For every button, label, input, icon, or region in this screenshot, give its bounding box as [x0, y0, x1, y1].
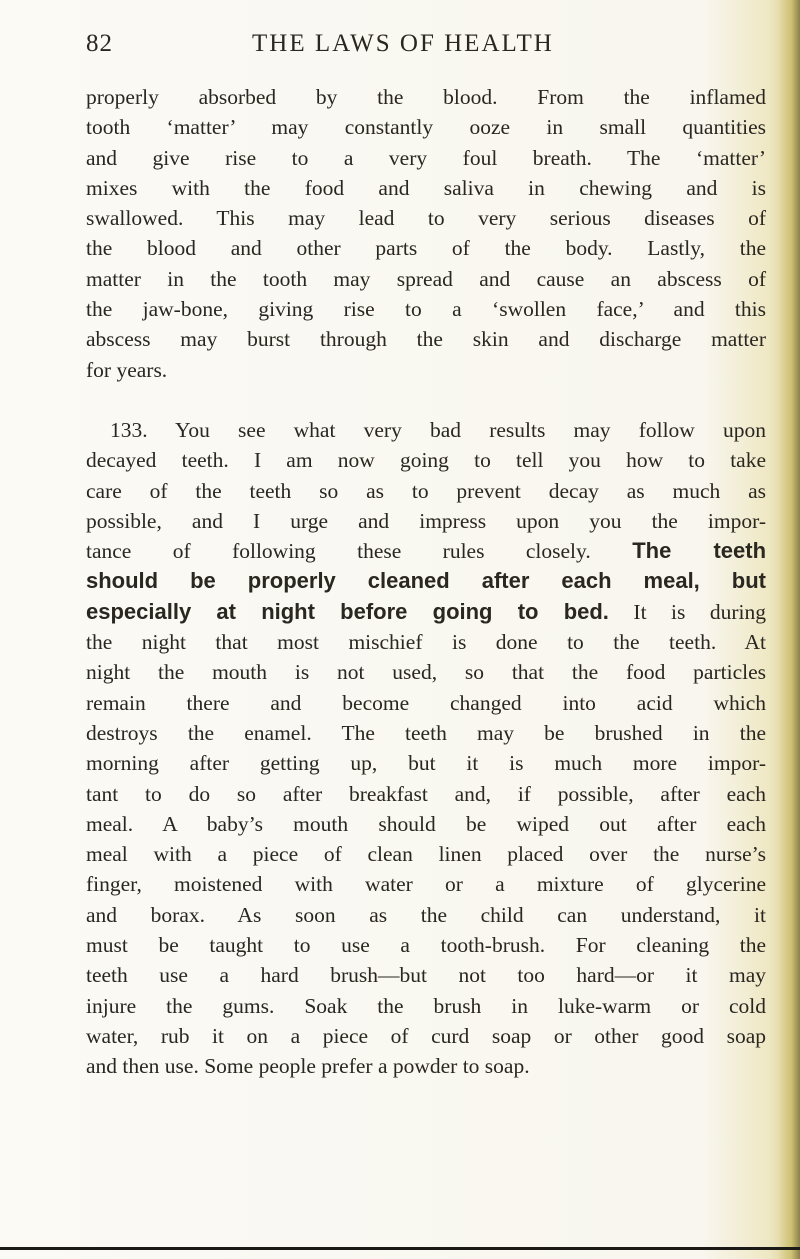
body-text	[86, 82, 766, 1082]
text-line: destroys the enamel. The teeth may be brushed in the	[86, 720, 766, 745]
text-line: and borax. As soon as the child can understand, it	[86, 902, 766, 927]
text-line: matter in the tooth may spread and cause an abscess of	[86, 266, 766, 291]
paragraph-1	[86, 82, 766, 385]
text-line: decayed teeth. I am now going to tell you how to take	[86, 448, 766, 473]
text-line: swallowed. This may lead to very serious diseases of	[86, 206, 766, 231]
text-line: tooth ‘matter’ may constantly ooze in small quantities	[86, 115, 766, 140]
text-line: remain there and become changed into acid which	[86, 690, 766, 715]
text-line: care of the teeth so as to prevent decay as much as	[86, 478, 766, 503]
text-line: must be taught to use a tooth-brush. For cleaning the	[86, 933, 766, 958]
text-line: the blood and other parts of the body. Lastly, the	[86, 236, 766, 261]
bold-emphasis: especially at nig‌ht before g‌oing‌ to bed.	[86, 598, 609, 624]
text-line: for years.	[86, 357, 168, 382]
text-line: meal with a piece of clean linen placed over the nurse’s	[86, 842, 766, 867]
page-edge-shadow	[778, 0, 800, 1259]
text-line: water, rub it on a piece of curd soap or other good soap	[86, 1023, 766, 1048]
text-line: meal. A baby’s mouth should be wiped out after each	[86, 811, 766, 836]
text-line: possible, and I urge and impress upon you the impor-	[86, 508, 766, 533]
text-line-segment: It is during	[633, 599, 766, 624]
text-line: the night that most mischief is done to the teeth. At	[86, 630, 766, 655]
text-line: abscess may burst through the skin and discharge matter	[86, 327, 766, 352]
text-line: teeth use a hard brush—but not too hard—or it may	[86, 963, 766, 988]
text-line: mixes with the food and saliva in chewing and is	[86, 175, 766, 200]
bold-emphasis-line: should be properly cleaned after each meal, but	[86, 568, 766, 594]
text-line: injure the gums. Soak the brush in luke-warm or cold	[86, 993, 766, 1018]
text-line-mixed	[86, 536, 766, 566]
text-line-segment: tance of following these rules closely.	[86, 539, 591, 564]
paragraph-gap	[86, 385, 766, 415]
bottom-border	[0, 1247, 800, 1250]
running-title: THE LAWS OF HEALTH	[252, 30, 554, 57]
text-line: tant to do so after breakfast and, if possible, after each	[86, 781, 766, 806]
page-header	[86, 30, 766, 64]
text-line: 133. You see what very bad results may follow upon	[110, 417, 766, 442]
paragraph-2	[86, 415, 766, 1082]
text-line: and then use. Some people prefer a powder to soap.	[86, 1054, 530, 1079]
text-line: the jaw-bone, giving rise to a ‘swollen face,’ and this	[86, 297, 766, 322]
text-line-mixed	[86, 597, 766, 627]
text-line: and give rise to a very foul breath. The ‘matter’	[86, 145, 766, 170]
bold-emphasis: The teeth	[632, 538, 767, 564]
text-line: finger, moistened with water or a mixture of glycerine	[86, 872, 766, 897]
text-line: properly absorbed by the blood. From the inflamed	[86, 85, 766, 109]
page-number: 82	[86, 30, 113, 57]
text-line: morning after getting up, but it is much more impor-	[86, 751, 766, 776]
text-line: night the mouth is not used, so that the food particles	[86, 660, 766, 685]
